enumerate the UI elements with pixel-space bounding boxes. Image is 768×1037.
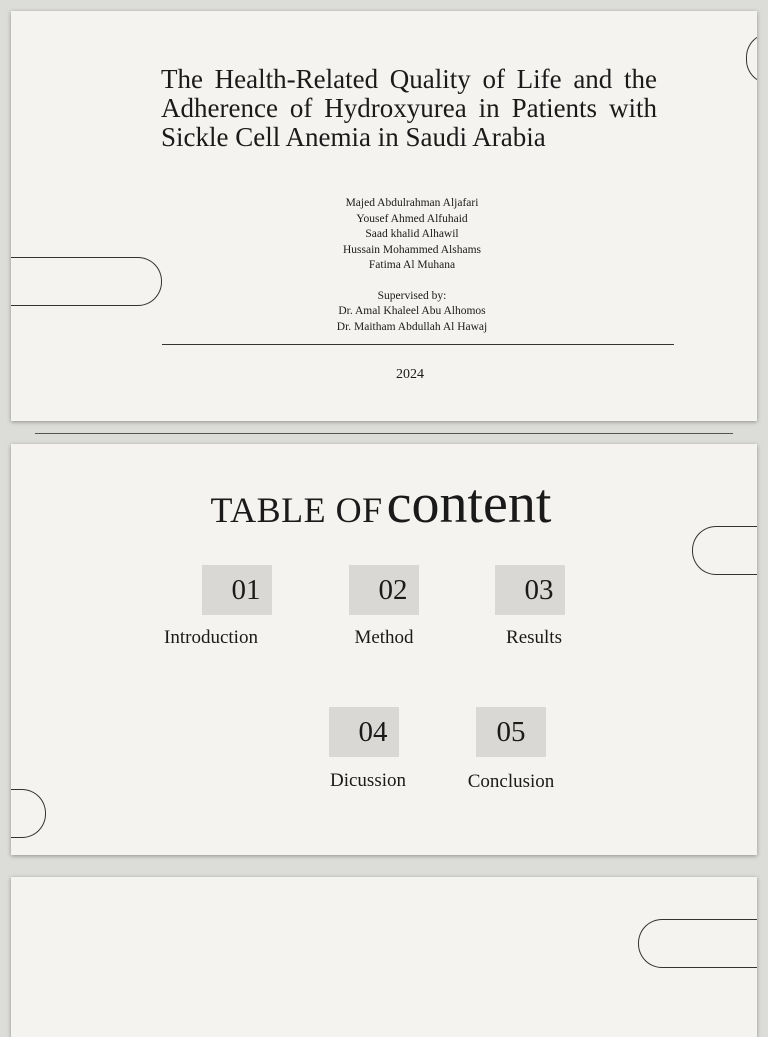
section-number-box — [202, 565, 272, 615]
section-number-box — [476, 707, 546, 757]
section-number: 02 — [378, 573, 408, 606]
decorative-pill-shape — [746, 33, 757, 84]
author-name: Saad khalid Alhawil — [365, 228, 459, 240]
decorative-pill-shape — [638, 919, 757, 968]
author-name: Hussain Mohammed Alshams — [343, 243, 481, 256]
section-number-box — [329, 707, 399, 757]
section-number: 03 — [524, 573, 554, 606]
divider-line — [162, 344, 674, 345]
decorative-pill-shape — [692, 526, 757, 575]
presentation-year: 2024 — [396, 367, 424, 382]
section-number: 05 — [496, 715, 526, 748]
supervised-by-label: Supervised by: — [377, 289, 447, 302]
next-slide[interactable] — [11, 877, 757, 1037]
decorative-pill-shape — [11, 257, 162, 306]
presentation-title: The Health-Related Quality of Life and the Adherence of Hydroxyurea in Patients with Sickle Cell Anemia in Saudi Arabia — [161, 64, 657, 152]
toc-item-conclusion[interactable]: Conclusion — [467, 771, 555, 792]
supervisor-name: Dr. Amal Khaleel Abu Alhomos — [338, 305, 486, 317]
section-number: 01 — [231, 573, 261, 606]
toc-item-discussion[interactable]: Dicussion — [330, 770, 406, 791]
slide-separator — [35, 433, 733, 434]
toc-heading-small: TABLE OF — [210, 490, 383, 530]
author-name: Yousef Ahmed Alfuhaid — [356, 212, 468, 225]
author-name: Majed Abdulrahman Aljafari — [345, 197, 479, 209]
toc-item-introduction[interactable]: Introduction — [164, 627, 258, 648]
section-number: 04 — [358, 715, 388, 748]
toc-heading-large: content — [386, 473, 552, 535]
supervisor-name: Dr. Maitham Abdullah Al Hawaj — [336, 320, 488, 333]
title-slide[interactable] — [11, 11, 757, 421]
section-number-box — [349, 565, 419, 615]
table-of-contents-slide[interactable] — [11, 444, 757, 855]
section-number-box — [495, 565, 565, 615]
toc-item-method[interactable]: Method — [354, 627, 414, 648]
toc-heading — [131, 472, 631, 536]
decorative-pill-shape — [11, 789, 46, 838]
toc-item-results[interactable]: Results — [506, 627, 562, 648]
author-name: Fatima Al Muhana — [368, 259, 456, 271]
author-list — [261, 196, 563, 335]
